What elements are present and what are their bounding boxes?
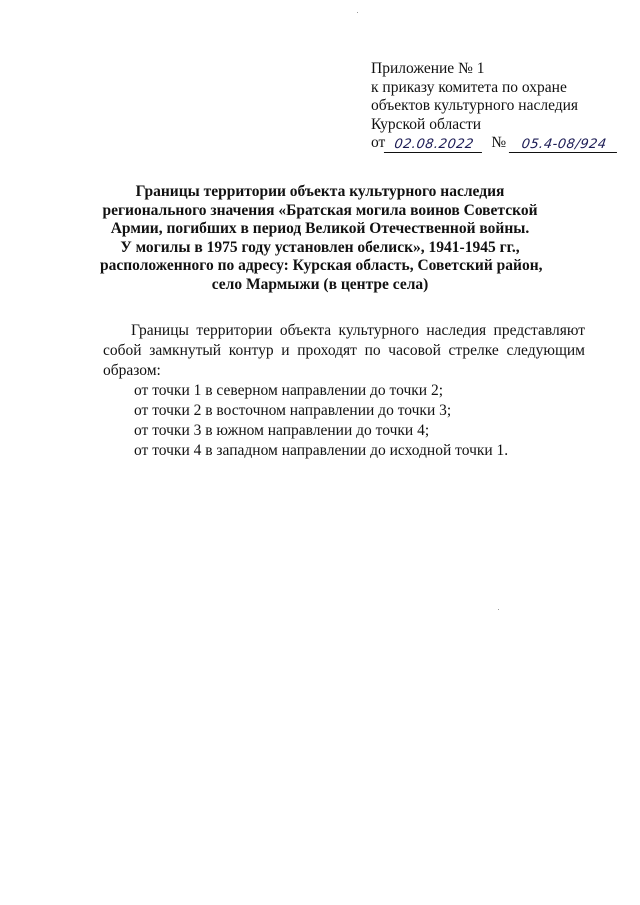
handwritten-number: 05.4-08/924 (509, 137, 619, 153)
list-item: от точки 3 в южном направлении до точки 4; (134, 422, 430, 439)
paragraph-line: образом: (103, 362, 161, 379)
boundary-points-list (103, 381, 585, 461)
scan-speck (357, 12, 358, 13)
list-item: от точки 2 в восточном направлении до точки 3; (134, 402, 452, 419)
title-line: Границы территории объекта культурного наследия (135, 183, 505, 200)
intro-paragraph (103, 321, 585, 381)
from-label: от (371, 134, 386, 151)
scan-speck (498, 609, 499, 610)
appendix-title: Приложение № 1 (371, 60, 485, 77)
number-label: № (491, 134, 507, 151)
title-line: регионального значения «Братская могила воинов Советской (102, 201, 538, 219)
paragraph-line: собой замкнутый контур и проходят по часовой стрелке следующим (103, 342, 585, 359)
title-line: Армии, погибших в период Великой Отечественной войны. (110, 220, 530, 238)
appendix-line: к приказу комитета по охране (371, 78, 567, 96)
list-item: от точки 1 в северном направлении до точки 2; (134, 382, 444, 399)
appendix-line: объектов культурного наследия (371, 97, 579, 114)
appendix-header (371, 60, 621, 153)
order-reference (371, 134, 621, 153)
title-line: У могилы в 1975 году установлен обелиск», 1941-1945 гг., (120, 238, 520, 256)
list-item: от точки 4 в западном направлении до исходной точки 1. (134, 442, 509, 459)
paragraph-line: Границы территории объекта культурного наследия представляют (131, 322, 585, 339)
document-body (103, 321, 585, 461)
title-line: село Мармыжи (в центре села) (211, 275, 429, 293)
document-title (100, 183, 543, 295)
title-line: расположенного по адресу: Курская область, Советский район, (100, 257, 543, 275)
handwritten-date: 02.08.2022 (384, 137, 484, 153)
appendix-line: Курской области (371, 115, 482, 133)
